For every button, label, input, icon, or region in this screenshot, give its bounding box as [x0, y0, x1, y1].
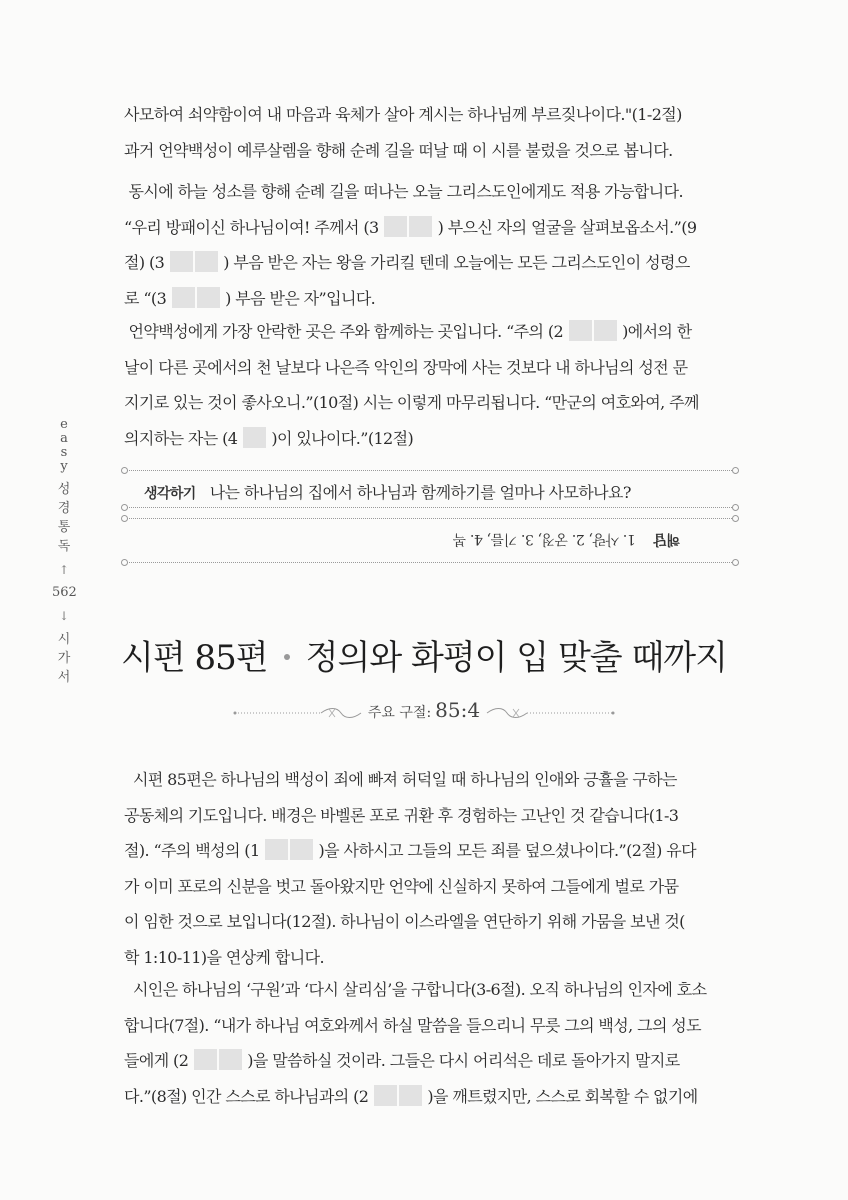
fill-in-blank [219, 1049, 242, 1070]
fill-in-blank [197, 287, 220, 308]
answer-text: 1. 사랑, 2. 궁정, 3. 기름, 4. 복 [453, 531, 636, 547]
key-verse-reference: 85:4 [435, 698, 481, 722]
text-line [124, 833, 736, 869]
text-line: 학 1:10-11)을 연상케 합니다. [124, 947, 324, 967]
fill-in-blank [384, 216, 407, 237]
text-line: 사모하여 쇠약함이여 내 마음과 육체가 살아 계시는 하나님께 부르짖나이다."(1-2절) [124, 105, 682, 124]
left-ornament-icon [233, 706, 363, 720]
text-span: )에서의 한 [622, 322, 692, 341]
answer-key-upside-down [430, 530, 680, 550]
think-box-top-rule [124, 470, 736, 471]
right-ornament-icon [485, 706, 615, 720]
text-span: 절). “주의 백성의 (1 [124, 841, 260, 860]
text-span: 동시에 하늘 성소를 향해 순례 길을 떠나는 오늘 그리스도인에게도 적용 가능합니다. [128, 182, 683, 201]
series-char: 경 [57, 501, 71, 516]
series-char: 성 [57, 482, 71, 497]
fill-in-blank [170, 251, 193, 272]
think-question-text: 나는 하나님의 집에서 하나님과 함께하기를 얼마나 사모하나요? [209, 483, 631, 502]
fill-in-blank [265, 839, 288, 860]
series-letter: y [60, 459, 68, 474]
fill-in-blank [195, 251, 218, 272]
text-span: )을 깨트렸지만, 스스로 회복할 수 없기에 [427, 1086, 698, 1106]
text-span: )을 사하시고 그들의 모든 죄를 덮으셨나이다.”(2절) 유다 [318, 841, 696, 860]
text-line: 날이 다른 곳에서의 천 날보다 나은즉 악인의 장막에 사는 것보다 내 하나님의 성전 문 [124, 357, 688, 377]
think-question [144, 480, 631, 503]
fill-in-blank [243, 427, 266, 448]
fill-in-blank [594, 320, 617, 341]
text-line [124, 314, 736, 350]
text-line: 과거 언약백성이 예루살렘을 향해 순례 길을 떠날 때 이 시를 불렀을 것으로 봅니다. [124, 140, 673, 160]
text-line [124, 762, 736, 798]
text-span: )이 있나이다.”(12절) [271, 428, 414, 448]
series-letter: s [60, 445, 68, 460]
paragraph-5 [124, 972, 736, 1114]
text-line [124, 421, 736, 457]
text-span: ) 부음 받은 자는 왕을 가리킬 텐데 오늘에는 모든 그리스도인이 성령으 [223, 253, 690, 272]
text-line: 지기로 있는 것이 좋사오니.”(10절) 시는 이렇게 마무리됩니다. “만군의 여호와여, 주께 [124, 393, 699, 412]
section-char: 서 [57, 670, 71, 685]
fill-in-blank [409, 216, 432, 237]
fill-in-blank [374, 1085, 397, 1106]
key-verse [0, 698, 848, 722]
think-box-divider [124, 507, 736, 508]
text-span: ) 부음 받은 자”입니다. [225, 288, 376, 308]
series-letter: a [60, 431, 68, 446]
text-span: )을 말씀하실 것이라. 그들은 다시 어리석은 데로 돌아가지 말지로 [247, 1051, 680, 1070]
think-box-bottom-rule [124, 562, 736, 563]
up-arrow-icon: ↑ [58, 563, 70, 577]
fill-in-blank [194, 1049, 217, 1070]
text-line [124, 1079, 736, 1115]
fill-in-blank [172, 287, 195, 308]
page-number: 562 [52, 585, 77, 600]
series-letter: e [60, 417, 68, 432]
text-span: 시편 85편은 하나님의 백성이 죄에 빠져 허덕일 때 하나님의 인애와 긍휼을 구하는 [132, 770, 677, 789]
chapter-title [0, 630, 848, 679]
fill-in-blank [290, 839, 313, 860]
text-span: “우리 방패이신 하나님이여! 주께서 (3 [124, 217, 379, 237]
think-label: 생각하기 [144, 486, 196, 502]
text-line [124, 281, 736, 317]
text-line [124, 245, 736, 281]
chapter-subtitle: 정의와 화평이 입 맞출 때까지 [305, 638, 727, 678]
series-char: 통 [57, 520, 71, 535]
text-line: 합니다(7절). “내가 하나님 여호와께서 하실 말씀을 들으리니 무릇 그의 백성, 그의 성도 [124, 1015, 702, 1035]
text-span: 언약백성에게 가장 안락한 곳은 주와 함께하는 곳입니다. “주의 (2 [128, 322, 564, 341]
down-arrow-icon: ↓ [58, 609, 70, 623]
series-char: 독 [57, 539, 71, 554]
paragraph-3 [124, 314, 736, 456]
text-line: 이 임한 것으로 보입니다(12절). 하나님이 이스라엘을 연단하기 위해 가뭄을 보낸 것( [124, 912, 685, 931]
text-span: 로 “(3 [124, 288, 167, 308]
text-line: 가 이미 포로의 신분을 벗고 돌아왔지만 언약에 신실하지 못하여 그들에게 벌로 가뭄 [124, 876, 679, 896]
section-char: 시 [57, 632, 71, 647]
text-span: 들에게 (2 [124, 1051, 189, 1070]
think-box-divider-2 [124, 518, 736, 519]
text-span: ) 부으신 자의 얼굴을 살펴보옵소서.”(9 [437, 217, 697, 237]
text-line [124, 210, 736, 246]
series-name [52, 480, 76, 556]
title-separator-dot [284, 654, 290, 660]
chapter-number: 시편 85편 [121, 638, 268, 678]
text-span: 시인은 하나님의 ‘구원’과 ‘다시 살리심’을 구합니다(3-6절). 오직 하나님의 인자에 호소 [132, 980, 707, 999]
paragraph-2 [124, 174, 736, 316]
text-span: 다.”(8절) 인간 스스로 하나님과의 (2 [124, 1086, 369, 1106]
fill-in-blank [569, 320, 592, 341]
paragraph-1 [124, 97, 736, 168]
text-line [124, 1043, 736, 1079]
text-line [124, 174, 736, 210]
text-line [124, 972, 736, 1008]
text-span: 의지하는 자는 (4 [124, 428, 238, 448]
fill-in-blank [399, 1085, 422, 1106]
text-line: 공동체의 기도입니다. 배경은 바벨론 포로 귀환 후 경험하는 고난인 것 같습니다(1-3 [124, 805, 679, 825]
answer-label: 해답 [653, 531, 680, 547]
key-verse-label: 주요 구절: [367, 705, 432, 721]
paragraph-4 [124, 762, 736, 975]
text-span: 절) (3 [124, 253, 165, 272]
section-char: 가 [57, 651, 71, 666]
